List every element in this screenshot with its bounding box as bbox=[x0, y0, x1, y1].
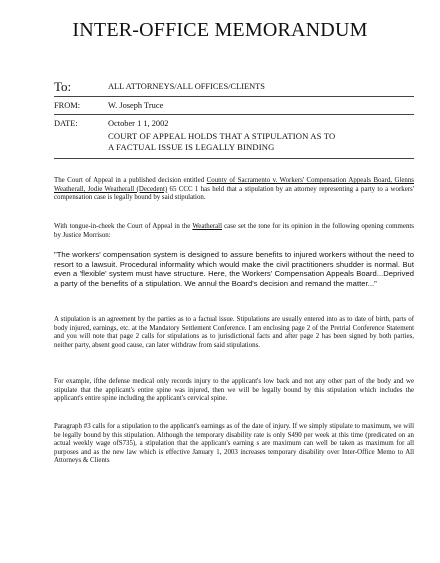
to-value: ALL ATTORNEYS/ALL OFFICES/CLIENTS bbox=[108, 82, 265, 91]
paragraph-2 bbox=[54, 223, 414, 240]
paragraph-4: For example, ifthe defense medical only records injury to the applicant's low back and not any other part of the body and we stipulate that the applicant's entire spine was injured, then we will be legally bound by this stipulation which includes the applicant's entire spine including the applicant's cervical spine. bbox=[54, 378, 414, 403]
paragraph-1-intro: The Court of Appeal in a published decision entitled bbox=[54, 177, 207, 184]
memo-subject bbox=[108, 131, 408, 152]
subject-line-1: COURT OF APPEAL HOLDS THAT A STIPULATION AS TO bbox=[108, 131, 336, 141]
memo-title: INTER-OFFICE MEMORANDUM bbox=[72, 19, 368, 41]
to-rule bbox=[54, 96, 414, 97]
from-label: FROM: bbox=[54, 101, 81, 110]
paragraph-3: A stipulation is an agreement by the parties as to a factual issue. Stipulations are usually entered into as to date of birth, parts of body injured, earnings, etc. at the Mandatory Settlement Conference. I am enclosing page 2 of the Pretrial Conference Statement and you will note that page 2 calls for stipulations as to jurisdictional facts and after page 2 has been signed by both parties, neither party, absent good cause, can later withdraw from said stipulations. bbox=[54, 316, 414, 349]
from-value: W. Joseph Truce bbox=[108, 101, 164, 110]
paragraph-1 bbox=[54, 177, 414, 203]
justice-quote: "The workers' compensation system is designed to assure benefits to injured workers without the need to resort to a lawsuit. Procedural informality which would make the civil practitioners shudder is normal. But even a 'flexible' system must have structure. Here, the Workers' Compensation Appeals Board...Deprived a party of the benefits of a stipulation. We annul the Board's decision and remand the matter..." bbox=[54, 250, 414, 288]
paragraph-5: Paragraph #3 calls for a stipulation to the applicant's earnings as of the date of injury. If we simply stipulate to maximum, we will be legally bound by this stipulation. Although the temporary disability rate is only S490 per week at this time (predicated on an actual weekly wage ofS735), a stipulation that the applicant's earning s are maximum can well be taken as maximum for all purposes and as the new law which is effective January 1, 2003 increases temporary disability over Inter-Office Memo to All Attorneys & Clients bbox=[54, 423, 414, 465]
case-citation: County of Sacramento v. Workers' Compensation Appeals Board, Glenns Weatherall, Jodie Weatherall (Decedent) bbox=[54, 177, 414, 193]
paragraph-2-intro: With tongue-in-cheek the Court of Appeal in the bbox=[54, 223, 193, 230]
paragraph-1-holding: 65 CCC 1 has held that a stipulation by an attorney representing a party to a workers' compensation case is legally bound by said stipulation. bbox=[54, 185, 414, 202]
date-label: DATE: bbox=[54, 119, 78, 128]
date-value: October 1 1, 2002 bbox=[108, 119, 169, 128]
subject-rule bbox=[54, 158, 414, 159]
to-label: To: bbox=[54, 79, 72, 94]
case-name: Weatherall bbox=[192, 223, 222, 230]
from-rule bbox=[54, 114, 414, 115]
paragraph-2-rest: case set the tone for its opinion in the following opening comments by Justice Morrison: bbox=[54, 223, 414, 239]
subject-line-2: A FACTUAL ISSUE IS LEGALLY BINDING bbox=[108, 141, 275, 152]
